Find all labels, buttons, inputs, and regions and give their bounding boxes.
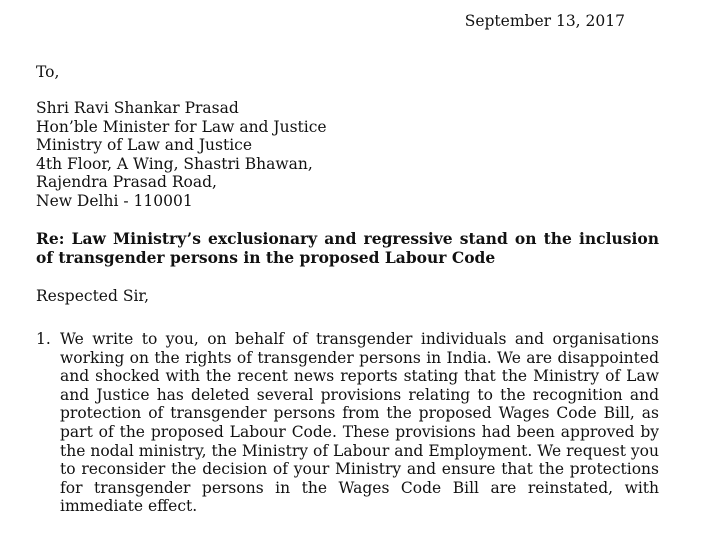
recipient-address [36, 99, 327, 211]
recipient-designation: Hon’ble Minister for Law and Justice [36, 117, 327, 136]
recipient-ministry: Ministry of Law and Justice [36, 136, 253, 155]
letter-date: September 13, 2017 [464, 12, 625, 30]
salutation-to: To, [36, 63, 60, 81]
recipient-name: Shri Ravi Shankar Prasad [36, 99, 239, 117]
subject-line: Re: Law Ministry’s exclusionary and regressive stand on the inclusion of transgender persons in the proposed Labour Code [36, 229, 659, 267]
recipient-address-line-2: Rajendra Prasad Road, [36, 173, 217, 192]
greeting: Respected Sir, [36, 287, 150, 305]
paragraph-number: 1. [36, 330, 51, 348]
numbered-paragraph [36, 330, 659, 516]
recipient-address-line-1: 4th Floor, A Wing, Shastri Bhawan, [36, 154, 313, 173]
paragraph-text: We write to you, on behalf of transgender individuals and organisations working on the rights of transgender persons in India. We are disappointed and shocked with the recent news reports stating that the Ministry of Law and Justice has deleted several provisions relating to the recognition and protection of transgender persons from the proposed Wages Code Bill, as part of the proposed Labour Code. These provisions had been approved by the nodal ministry, the Ministry of Labour and Employment. We request you to reconsider the decision of your Ministry and ensure that the protections for transgender persons in the Wages Code Bill are reinstated, with immediate effect. [60, 330, 659, 516]
recipient-city: New Delhi - 110001 [36, 191, 193, 210]
